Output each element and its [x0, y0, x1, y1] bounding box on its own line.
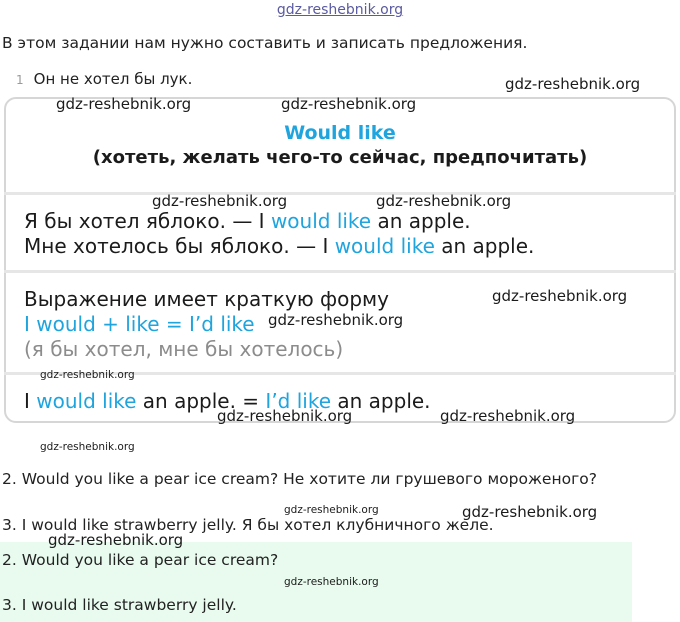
highlighted-phrase: I’d like [265, 389, 332, 413]
example-text: Я бы хотел яблоко. — I [24, 209, 271, 233]
watermark: gdz-reshebnik.org [56, 95, 192, 113]
item-text: Он не хотел бы лук. [33, 70, 193, 88]
watermark: gdz-reshebnik.org [284, 576, 379, 588]
example-text: an apple. [331, 389, 431, 413]
watermark: gdz-reshebnik.org [281, 95, 417, 113]
site-header-link[interactable]: gdz-reshebnik.org [276, 2, 404, 18]
answer-line-3: 3. I would like strawberry jelly. [2, 596, 237, 614]
example-text: an apple. = [136, 389, 266, 413]
example-sentence-2 [24, 234, 534, 258]
example-text: an apple. [371, 209, 471, 233]
task-item-1 [16, 70, 192, 88]
watermark: gdz-reshebnik.org [462, 503, 598, 521]
card-divider [4, 192, 676, 195]
watermark: gdz-reshebnik.org [505, 75, 641, 93]
example-text: Мне хотелось бы яблоко. — I [24, 234, 335, 258]
short-form-title: Выражение имеет краткую форму [24, 287, 389, 311]
watermark: gdz-reshebnik.org [217, 407, 353, 425]
item-number: 1 [16, 73, 24, 87]
watermark: gdz-reshebnik.org [152, 192, 288, 210]
answer-line-2: 2. Would you like a pear ice cream? [2, 551, 279, 569]
card-divider [4, 270, 676, 273]
task-intro: В этом задании нам нужно составить и записать предложения. [2, 34, 528, 52]
watermark: gdz-reshebnik.org [284, 504, 379, 516]
short-form-formula: I would + like = I’d like [24, 312, 255, 336]
highlighted-phrase: would like [334, 234, 435, 258]
task-item-2: 2. Would you like a pear ice cream? Не хотите ли грушевого мороженого? [2, 470, 597, 488]
short-form-note: (я бы хотел, мне бы хотелось) [24, 337, 344, 361]
example-sentence-1 [24, 209, 471, 233]
example-text: an apple. [434, 234, 535, 258]
card-title: Would like [284, 122, 396, 144]
watermark: gdz-reshebnik.org [440, 407, 576, 425]
watermark: gdz-reshebnik.org [40, 441, 135, 453]
watermark: gdz-reshebnik.org [48, 531, 184, 549]
task-item-3: 3. I would like strawberry jelly. Я бы хотел клубничного желе. [2, 516, 494, 534]
watermark: gdz-reshebnik.org [492, 287, 628, 305]
watermark: gdz-reshebnik.org [40, 369, 135, 381]
example-text: I [24, 389, 37, 413]
highlighted-phrase: would like [270, 209, 372, 233]
watermark: gdz-reshebnik.org [268, 311, 404, 329]
watermark: gdz-reshebnik.org [376, 192, 512, 210]
highlighted-phrase: would like [36, 389, 137, 413]
card-subtitle: (хотеть, желать чего-то сейчас, предпочитать) [92, 147, 588, 168]
